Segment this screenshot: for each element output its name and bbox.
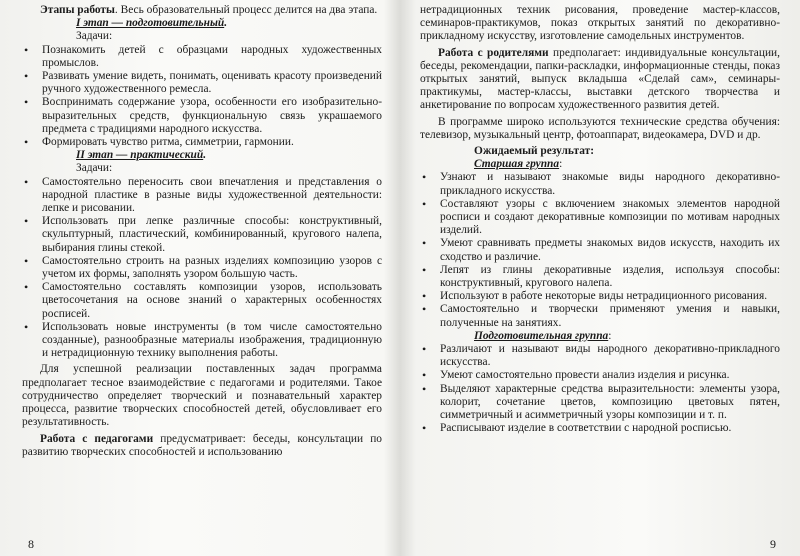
stage1-title: I этап — подготовительный bbox=[76, 17, 225, 30]
stage2-title: II этап — практический bbox=[76, 149, 204, 162]
prep-heading bbox=[420, 330, 780, 343]
list-item: • Формировать чувство ритма, симметрии, гармонии. bbox=[22, 136, 382, 149]
list-item: • Выделяют характерные средства выразительности: элементы узора, колорит, сочетание цветов, композицию цветовых пятен, симметричный и асимметричный узоры композиции и т. п. bbox=[420, 383, 780, 423]
list-item: • Расписывают изделие в соответствии с народной росписью. bbox=[420, 422, 780, 435]
list-item: • Умеют сравнивать предметы знакомых видов искусств, находить их сходство и различие. bbox=[420, 237, 780, 263]
page-number-left: 8 bbox=[28, 537, 34, 551]
intro-text: . Весь образовательный процесс делится на два этапа. bbox=[114, 4, 378, 16]
prep-title: Подготовительная группа bbox=[474, 329, 609, 342]
list-item: • Умеют самостоятельно провести анализ изделия и рисунка. bbox=[420, 369, 780, 382]
list-item: • Различают и называют виды народного декоративно-прикладного искусства. bbox=[420, 343, 780, 369]
list-item: • Самостоятельно переносить свои впечатления и представления о народной пластике в разные виды художественной деятельности: лепке и рисовании. bbox=[22, 176, 382, 216]
senior-title: Старшая группа bbox=[474, 158, 560, 171]
parents-label: Работа с родителями bbox=[438, 46, 549, 59]
success-paragraph: Для успешной реализации поставленных задач программа предполагает тесное взаимодействие с педагогами и родителями. Такое сотрудничество определяет творческий и познавательный характер процесса, развитие творческих способностей детей, обусловливает его результативность. bbox=[22, 363, 382, 429]
list-item: • Узнают и называют знакомые виды народного декоративно-прикладного искусства. bbox=[420, 171, 780, 197]
stages-label: Этапы работы bbox=[40, 4, 115, 16]
senior-list bbox=[420, 171, 780, 329]
tasks-label-1: Задачи: bbox=[76, 30, 113, 43]
intro-paragraph bbox=[22, 4, 382, 17]
stage2-heading bbox=[22, 149, 382, 162]
tools-paragraph: В программе широко используются технические средства обучения: телевизор, музыкальный центр, фотоаппарат, видеокамера, DVD и др. bbox=[420, 115, 780, 141]
teachers-paragraph bbox=[22, 433, 382, 459]
parents-paragraph bbox=[420, 47, 780, 113]
list-item: • Используют в работе некоторые виды нетрадиционного рисования. bbox=[420, 290, 780, 303]
stage1-title-end: . bbox=[224, 17, 228, 30]
stage2-list bbox=[22, 176, 382, 361]
list-item: • Развивать умение видеть, понимать, оценивать красоту произведений ручного художественного ремесла. bbox=[22, 70, 382, 96]
list-item: • Самостоятельно составлять композиции узоров, использовать цветосочетания на основе знаний о характерных особенностях росписей. bbox=[22, 281, 382, 321]
stage2-title-end: . bbox=[203, 149, 207, 162]
senior-title-end: : bbox=[559, 158, 563, 171]
list-item: • Самостоятельно строить на разных изделиях композицию узоров с учетом их формы, заполнять узором большую часть. bbox=[22, 255, 382, 281]
stage1-list bbox=[22, 44, 382, 150]
tasks-label-2: Задачи: bbox=[76, 162, 113, 175]
parents-text: предполагает: индивидуальные консультации, беседы, рекомендации, папки-раскладки, информационные стенды, показ открытых занятий, выпуск вкладыша «Сделай сам», семинары-практикумы, мастер-классы, выставки детского творчества и анкетирование по вопросам художественного развития детей. bbox=[420, 46, 780, 112]
list-item: • Лепят из глины декоративные изделия, используя способы: конструктивный, кругового налепа. bbox=[420, 264, 780, 290]
list-item: • Познакомить детей с образцами народных художественных промыслов. bbox=[22, 44, 382, 70]
teachers-text: предусматривает: беседы, консультации по развитию творческих способностей и использованию bbox=[22, 432, 382, 458]
prep-title-end: : bbox=[608, 329, 612, 342]
prep-list bbox=[420, 343, 780, 435]
right-page bbox=[420, 4, 780, 552]
left-page bbox=[22, 4, 382, 552]
list-item: • Использовать при лепке различные способы: конструктивный, скульптурный, пластический, комбинированный, кругового налепа, выбирания глины стекой. bbox=[22, 215, 382, 255]
senior-heading bbox=[420, 158, 780, 171]
page-number-right: 9 bbox=[770, 537, 776, 551]
list-item: • Составляют узоры с включением знакомых элементов народной росписи и создают декоративные композиции по мотивам народных изделий. bbox=[420, 198, 780, 238]
stage1-heading bbox=[22, 17, 382, 30]
list-item: • Воспринимать содержание узора, особенности его изобразительно-выразительных средств, функциональную связь украшаемого предмета с традициями народного искусства. bbox=[22, 96, 382, 136]
continuation-paragraph: нетрадиционных техник рисования, проведение мастер-классов, семинаров-практикумов, показ открытых занятий по декоративно-прикладному искусству, изготовление самодельных инструментов. bbox=[420, 4, 780, 43]
expected-heading bbox=[420, 145, 780, 158]
list-item: • Использовать новые инструменты (в том числе самостоятельно созданные), разнообразные материалы изображения, традиционную и нетрадиционную технику выполнения работы. bbox=[22, 321, 382, 361]
teachers-label: Работа с педагогами bbox=[40, 432, 154, 445]
expected-title: Ожидаемый результат: bbox=[474, 145, 595, 158]
list-item: • Самостоятельно и творчески применяют умения и навыки, полученные на занятиях. bbox=[420, 303, 780, 329]
